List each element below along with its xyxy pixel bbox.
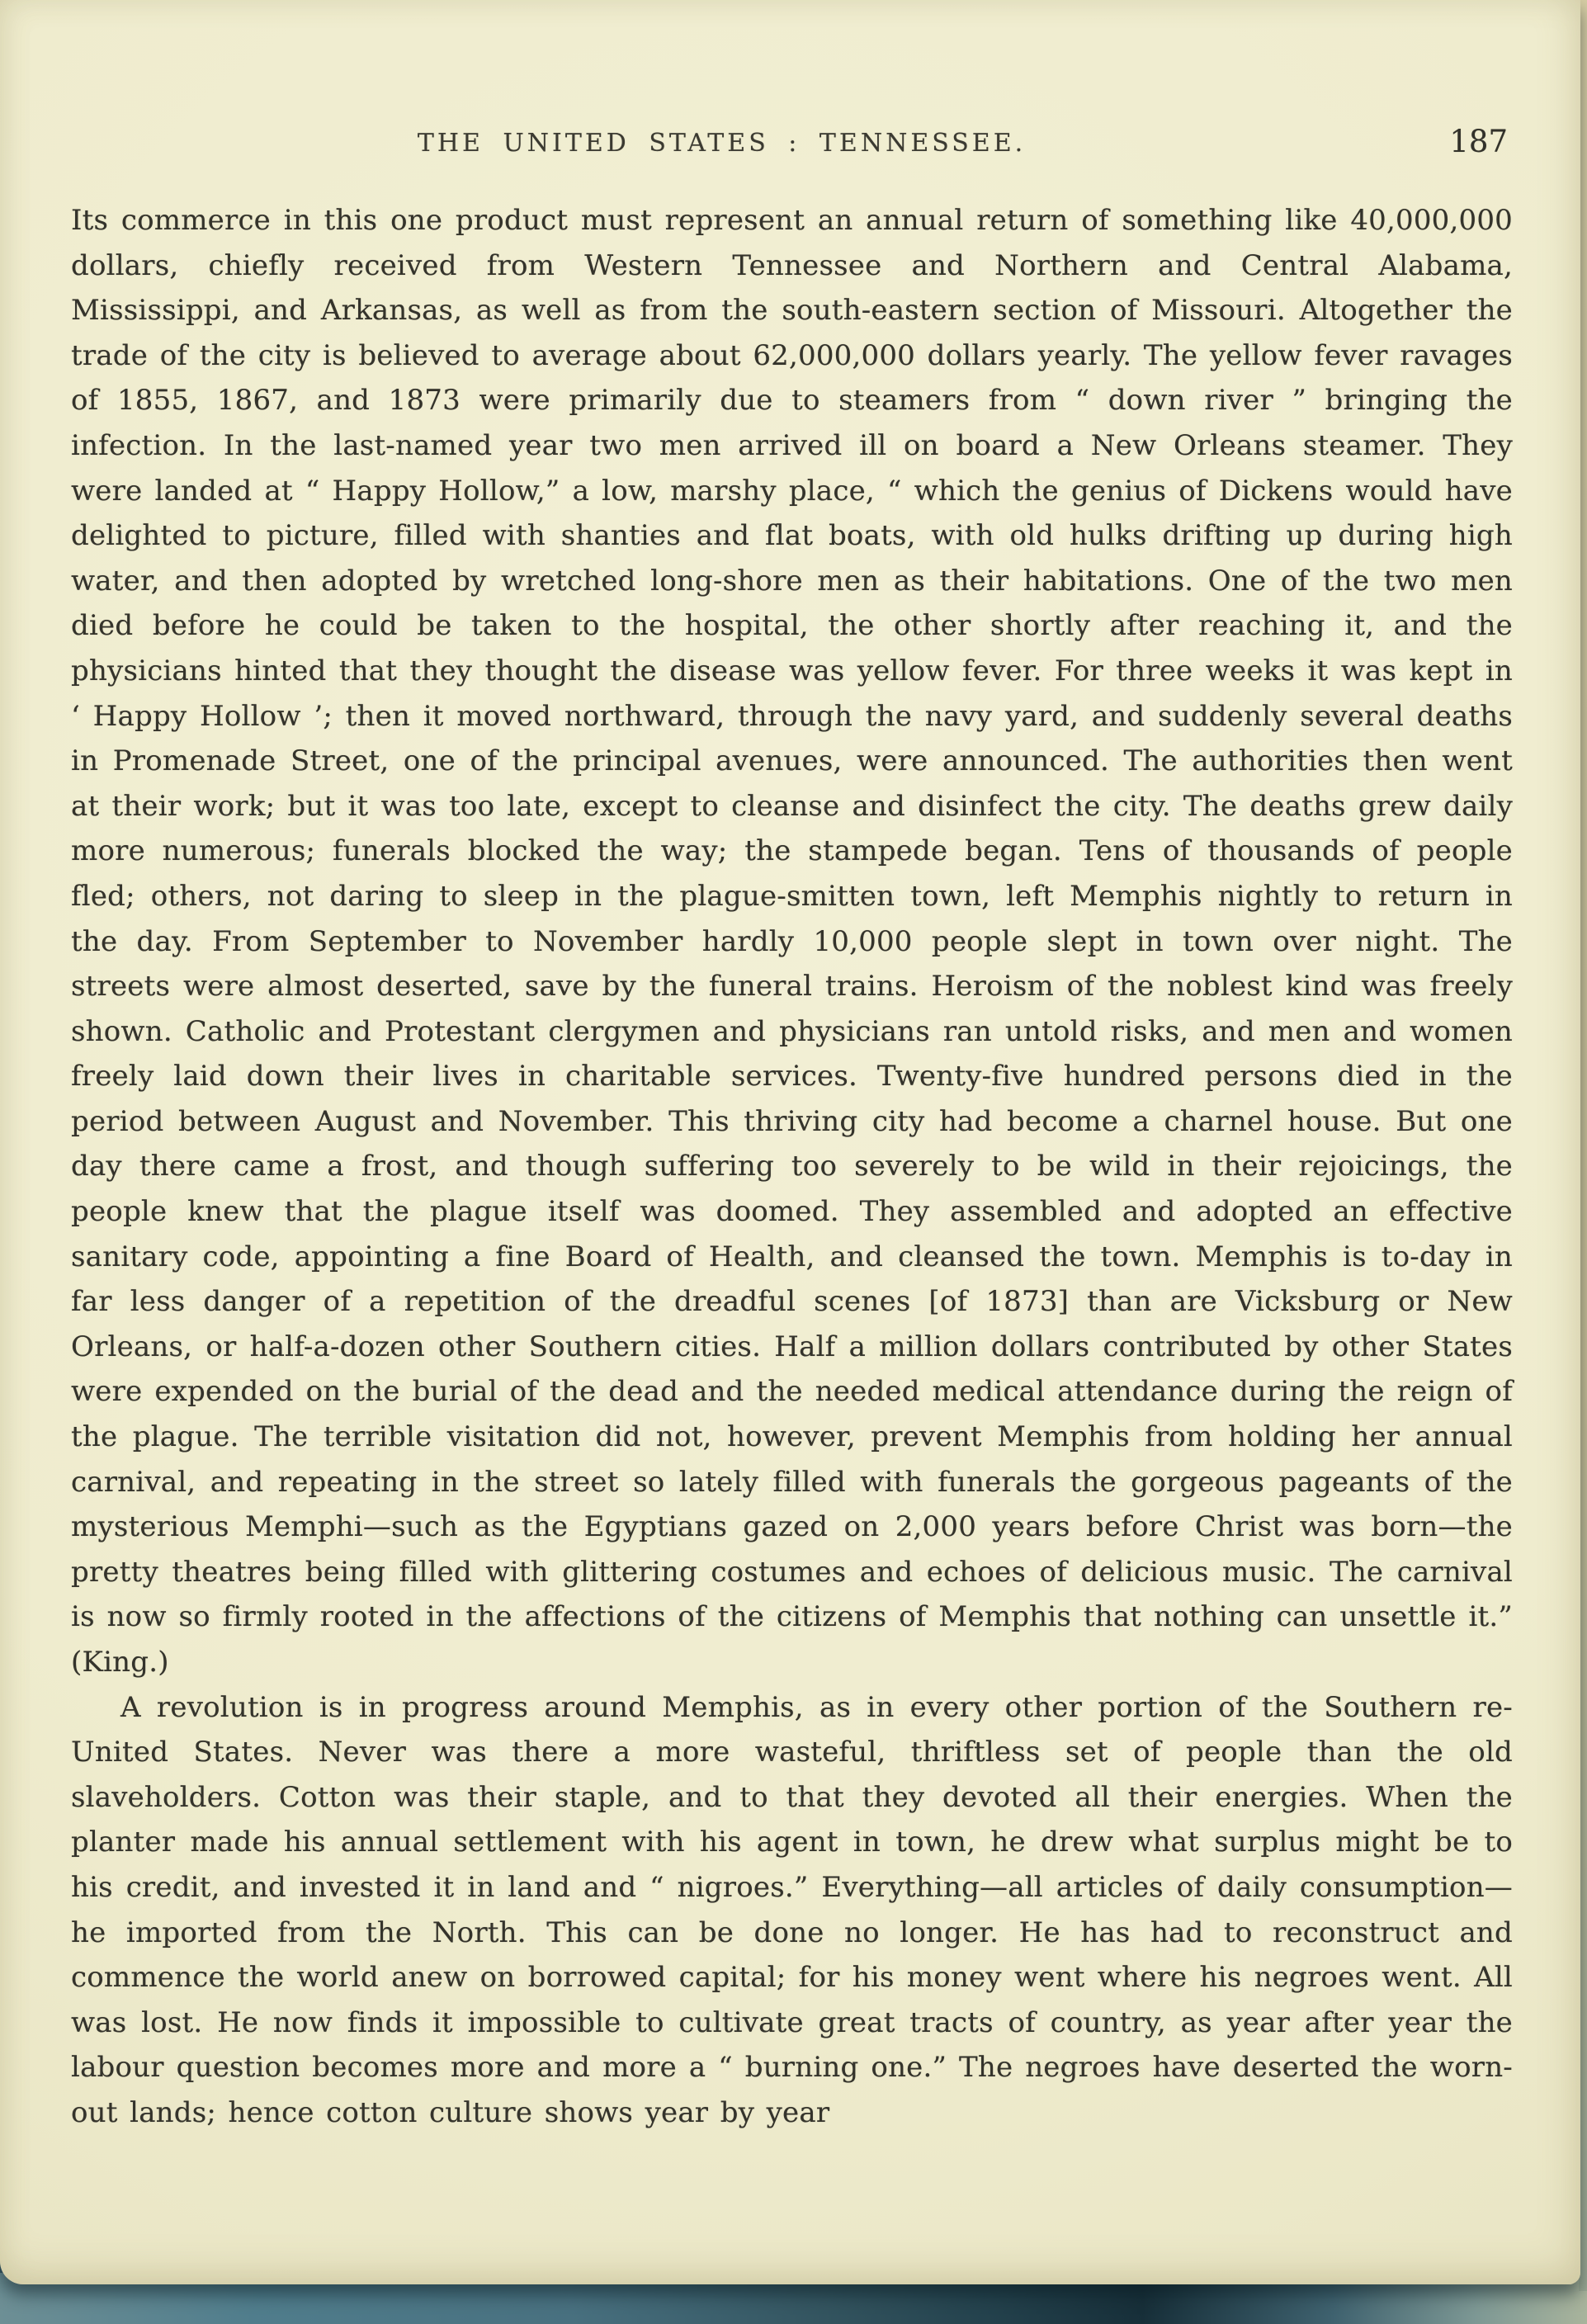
page-number: 187 <box>1449 124 1508 159</box>
page-body <box>71 198 1513 2136</box>
running-title: THE UNITED STATES : TENNESSEE. <box>417 129 1027 158</box>
paragraph: Its commerce in this one product must represent an annual return of something like 40,000,000 dollars, chiefly received from Western Tennessee and Northern and Central Alabama, Mississippi, and Arkansas, as well as from the south-eastern section of Missouri. Altogether the trade of the city is believed to average about 62,000,000 dollars yearly. The yellow fever ravages of 1855, 1867, and 1873 were primarily due to steamers from “ down river ” bringing the infection. In the last-named year two men arrived ill on board a New Orleans steamer. They were landed at “ Happy Hollow,” a low, marshy place, “ which the genius of Dickens would have delighted to picture, filled with shanties and flat boats, with old hulks drifting up during high water, and then adopted by wretched long-shore men as their habitations. One of the two men died before he could be taken to the hospital, the other shortly after reaching it, and the physicians hinted that they thought the disease was yellow fever. For three weeks it was kept in ‘ Happy Hollow ’; then it moved northward, through the navy yard, and suddenly several deaths in Promenade Street, one of the principal avenues, were announced. The authorities then went at their work; but it was too late, except to cleanse and disinfect the city. The deaths grew daily more numerous; funerals blocked the way; the stampede began. Tens of thousands of people fled; others, not daring to sleep in the plague-smitten town, left Memphis nightly to return in the day. From September to November hardly 10,000 people slept in town over night. The streets were almost deserted, save by the funeral trains. Heroism of the noblest kind was freely shown. Catholic and Protestant clergymen and physicians ran untold risks, and men and women freely laid down their lives in charitable services. Twenty-five hundred persons died in the period between August and November. This thriving city had become a charnel house. But one day there came a frost, and though suffering too severely to be wild in their rejoicings, the people knew that the plague itself was doomed. They assembled and adopted an effective sanitary code, appointing a fine Board of Health, and cleansed the town. Memphis is to-day in far less danger of a repetition of the dreadful scenes [of 1873] than are Vicksburg or New Orleans, or half-a-dozen other Southern cities. Half a million dollars contributed by other States were expended on the burial of the dead and the needed medical attendance during the reign of the plague. The terrible visitation did not, however, prevent Memphis from holding her annual carnival, and repeating in the street so lately filled with funerals the gorgeous pageants of the mysterious Memphi—such as the Egyptians gazed on 2,000 years before Christ was born—the pretty theatres being filled with glittering costumes and echoes of delicious music. The carnival is now so firmly rooted in the affections of the citizens of Memphis that nothing can unsettle it.” (King.) <box>71 204 1513 1679</box>
paragraph: A revolution is in progress around Memphis, as in every other portion of the Southern re-United States. Never was there a more wasteful, thriftless set of people than the old slaveholders. Cotton was their staple, and to that they devoted all their energies. When the planter made his annual settlement with his agent in town, he drew what surplus might be to his credit, and invested it in land and “ nigroes.” Everything—all articles of daily consumption—he imported from the North. This can be done no longer. He has had to reconstruct and commence the world anew on borrowed capital; for his money went where his negroes went. All was lost. He now finds it impossible to cultivate great tracts of country, as year after year the labour question becomes more and more a “ burning one.” The negroes have deserted the worn-out lands; hence cotton culture shows year by year <box>71 1690 1513 2129</box>
page-header <box>73 124 1511 167</box>
